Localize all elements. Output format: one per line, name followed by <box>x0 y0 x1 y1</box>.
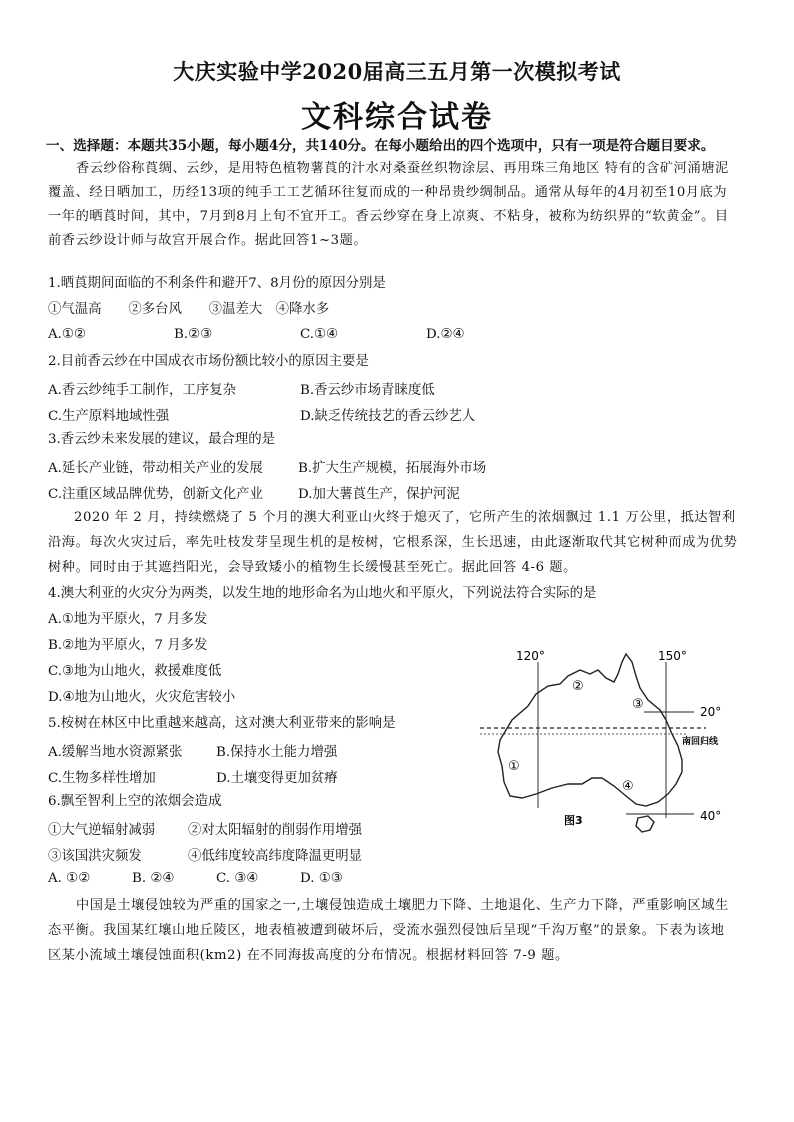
question-3-option-c: C.注重区域品牌优势，创新文化产业 <box>48 487 263 502</box>
latitude-label-20: 20° <box>700 705 722 719</box>
question-5-option-c: C.生物多样性增加 <box>48 771 156 786</box>
australia-map-figure <box>476 648 742 838</box>
question-3-option-a: A.延长产业链，带动相关产业的发展 <box>48 461 263 476</box>
question-1-option-c: C.①④ <box>300 327 339 342</box>
question-6-stem: 6.飘至智利上空的浓烟会造成 <box>48 794 222 809</box>
passage2-line: 2020 年 2 月，持续燃烧了 5 个月的澳大利亚山火终于熄灭了，它所产生的浓烟飘过 1.1 万公里，抵达智利 <box>74 510 736 525</box>
passage3-line: 区某小流域土壤侵蚀面积(km2) 在不同海拔高度的分布情况。根据材料回答 7-9 题。 <box>48 948 569 963</box>
question-5-option-d: D.土壤变得更加贫瘠 <box>216 771 338 786</box>
passage1-line: 前香云纱设计师与故宫开展合作。据此回答1~3题。 <box>48 233 368 248</box>
australia-outline <box>498 654 682 806</box>
question-6-item-4: ④低纬度较高纬度降温更明显 <box>188 849 363 864</box>
longitude-label-150: 150° <box>658 649 687 663</box>
question-4-option-b: B.②地为平原火，7 月多发 <box>48 638 208 653</box>
question-1-option-a: A.①② <box>48 327 86 342</box>
longitude-label-120: 120° <box>516 649 545 663</box>
map-point-3: ③ <box>632 697 644 712</box>
question-6-option-b: B. ②④ <box>132 871 175 886</box>
passage1-line: 一年的晒莨时间，其中，7月到8月上旬不宜开工。香云纱穿在身上凉爽、不粘身，被称为纺织界的“软黄金”。目 <box>48 209 729 224</box>
question-5-option-b: B.保持水土能力增强 <box>216 745 338 760</box>
question-3-option-d: D.加大薯莨生产，保护河泥 <box>298 487 460 502</box>
question-5-stem: 5.桉树在林区中比重越来越高，这对澳大利亚带来的影响是 <box>48 716 396 731</box>
question-4-stem: 4.澳大利亚的火灾分为两类，以发生地的地形命名为山地火和平原火，下列说法符合实际的是 <box>48 586 597 601</box>
question-6-option-d: D. ①③ <box>300 871 343 886</box>
tasmania-outline <box>636 816 654 832</box>
tropic-label: 南回归线 <box>682 737 719 747</box>
question-2-option-a: A.香云纱纯手工制作，工序复杂 <box>48 383 237 398</box>
question-1-option-d: D.②④ <box>426 327 465 342</box>
map-point-4: ④ <box>622 779 634 794</box>
question-1-option-b: B.②③ <box>174 327 213 342</box>
section-heading: 一、选择题：本题共35小题，每小题4分，共140分。在每小题给出的四个选项中，只有一项是符合题目要求。 <box>46 138 715 154</box>
question-2-option-d: D.缺乏传统技艺的香云纱艺人 <box>300 409 476 424</box>
question-5-option-a: A.缓解当地水资源紧张 <box>48 745 183 760</box>
question-6-item-1: ①大气逆辐射减弱 <box>48 823 156 838</box>
question-6-option-c: C. ③④ <box>216 871 259 886</box>
question-6-item-2: ②对太阳辐射的削弱作用增强 <box>188 823 363 838</box>
question-4-option-c: C.③地为山地火，救援难度低 <box>48 664 222 679</box>
exam-title: 大庆实验中学2020届高三五月第一次模拟考试 <box>173 59 621 84</box>
map-point-2: ② <box>572 679 584 694</box>
passage1-line: 香云纱俗称莨绸、云纱，是用特色植物薯莨的汁水对桑蚕丝织物涂层、再用珠三角地区 特有的含矿河涌塘泥 <box>76 161 729 176</box>
question-2-stem: 2.目前香云纱在中国成衣市场份额比较小的原因主要是 <box>48 354 369 369</box>
passage3-line: 态平衡。我国某红壤山地丘陵区，地表植被遭到破坏后，受流水强烈侵蚀后呈现“千沟万壑”的景象。下表为该地 <box>48 923 725 938</box>
question-4-option-a: A.①地为平原火，7 月多发 <box>48 612 208 627</box>
map-point-1: ① <box>508 759 520 774</box>
exam-subtitle: 文科综合试卷 <box>301 100 493 135</box>
passage3-line: 中国是土壤侵蚀较为严重的国家之一,土壤侵蚀造成土壤肥力下降、土地退化、生产力下降，严重影响区域生 <box>76 898 729 913</box>
question-2-option-c: C.生产原料地域性强 <box>48 409 170 424</box>
passage2-line: 树种。同时由于其遮挡阳光，会导致矮小的植物生长缓慢甚至死亡。据此回答 4-6 题。 <box>48 560 577 575</box>
question-6-option-a: A. ①② <box>48 871 91 886</box>
question-2-option-b: B.香云纱市场青睐度低 <box>300 383 435 398</box>
question-3-option-b: B.扩大生产规模，拓展海外市场 <box>298 461 487 476</box>
question-1-stem: 1.晒莨期间面临的不利条件和避开7、8月份的原因分别是 <box>48 276 386 291</box>
passage1-line: 覆盖、经日晒加工，历经13项的纯手工工艺循环往复而成的一种昂贵纱绸制品。通常从每年的4月初至10月底为 <box>48 185 728 200</box>
question-6-item-3: ③该国洪灾频发 <box>48 849 142 864</box>
latitude-label-40: 40° <box>700 809 722 823</box>
question-3-stem: 3.香云纱未来发展的建议，最合理的是 <box>48 432 276 447</box>
question-4-option-d: D.④地为山地火，火灾危害较小 <box>48 690 236 705</box>
question-1-items: ①气温高 ②多台风 ③温差大 ④降水多 <box>48 302 330 317</box>
figure-label: 图3 <box>564 814 583 827</box>
passage2-line: 沿海。每次火灾过后，率先吐枝发芽呈现生机的是桉树，它根系深，生长迅速，由此逐渐取代其它树种而成为优势 <box>48 535 738 550</box>
